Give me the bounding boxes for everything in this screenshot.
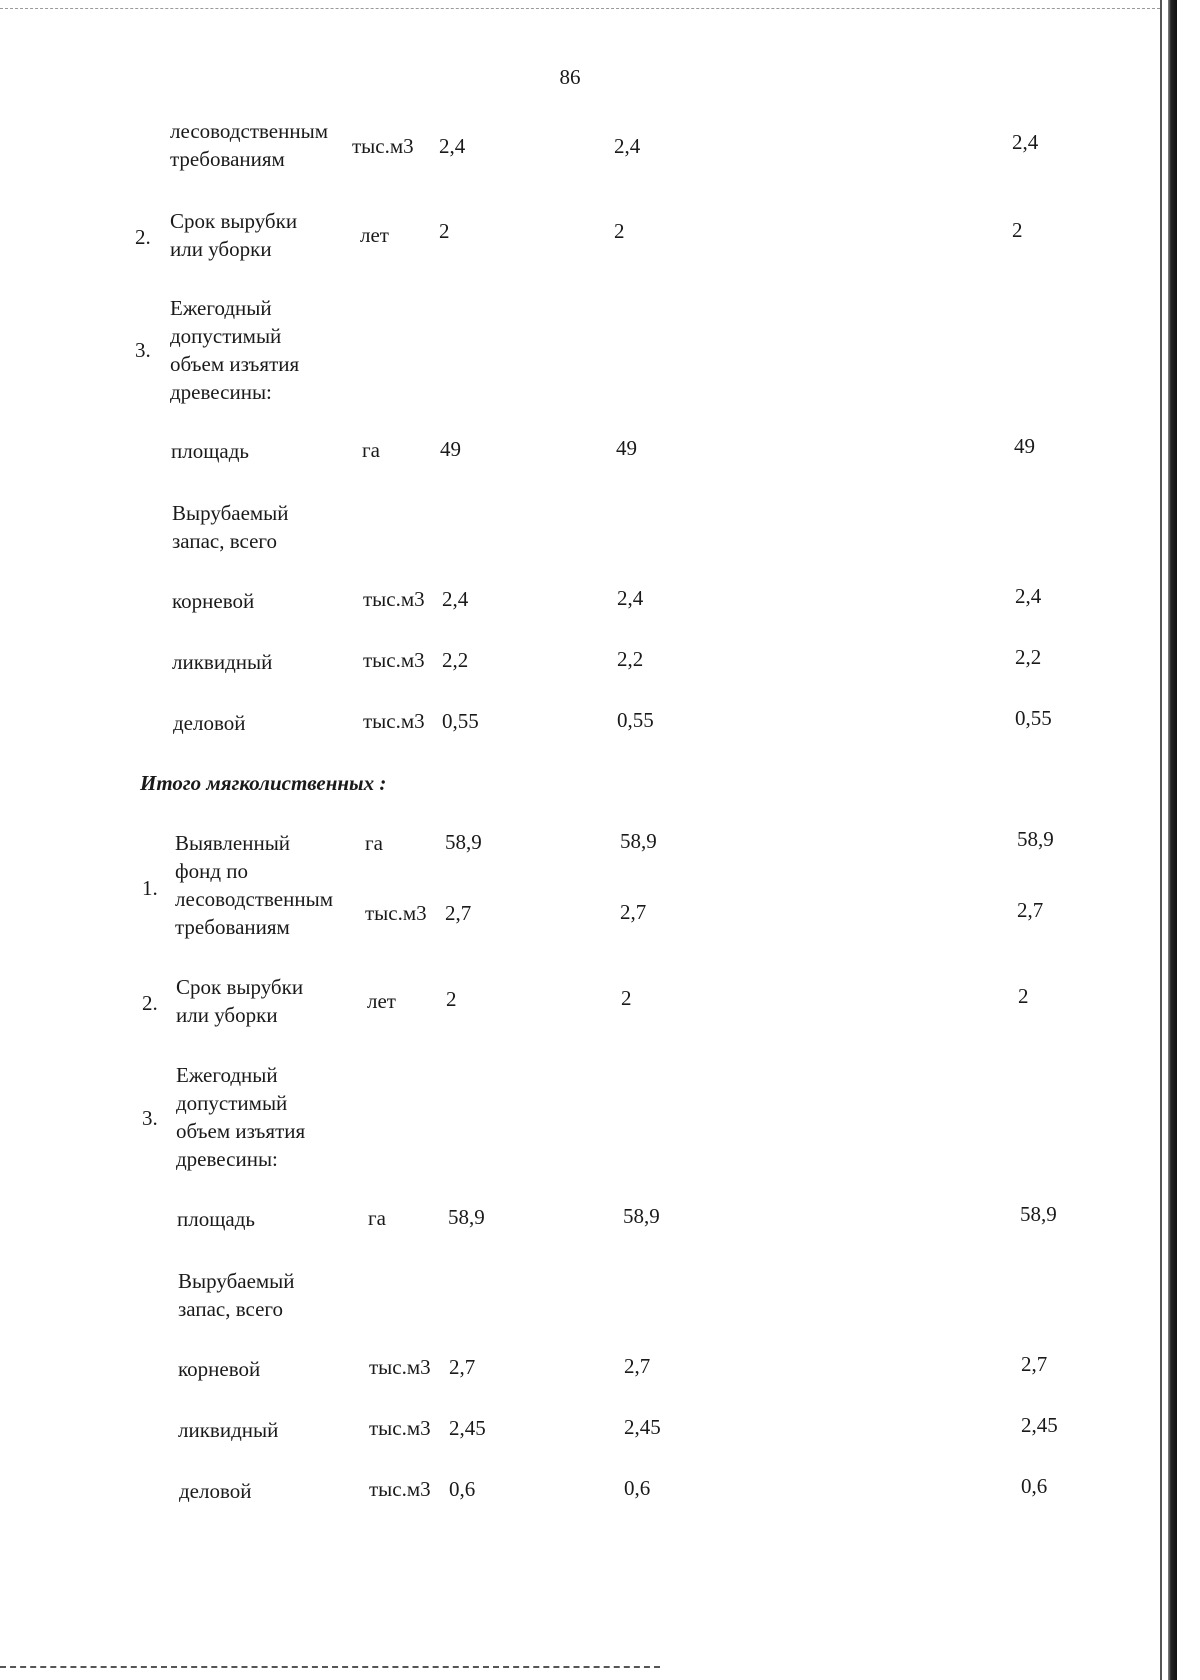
- value-cell-col1: 2,45: [449, 1416, 486, 1440]
- unit-cell: тыс.м3: [369, 1477, 431, 1501]
- row-label: ликвидный: [172, 650, 273, 674]
- unit-cell: лет: [360, 223, 389, 247]
- unit-cell: га: [362, 438, 380, 462]
- row-label-line: лесоводственным: [175, 887, 333, 911]
- row-label: корневой: [178, 1357, 261, 1381]
- row-number: 2.: [142, 991, 158, 1015]
- value-cell-col2: 2,4: [617, 586, 644, 610]
- row-label-line: Ежегодный: [176, 1063, 278, 1087]
- value-cell-col3: 58,9: [1017, 827, 1054, 851]
- value-cell-col2: 0,55: [617, 708, 654, 732]
- row-label-line: фонд по: [175, 859, 249, 883]
- row-label: деловой: [179, 1479, 252, 1503]
- unit-cell: тыс.м3: [363, 709, 425, 733]
- row-label-line: Ежегодный: [170, 296, 272, 320]
- row-label: площадь: [177, 1207, 255, 1231]
- value-cell-col2: 2,2: [617, 647, 644, 671]
- unit-cell: га: [365, 831, 383, 855]
- value-cell-col2: 58,9: [623, 1204, 660, 1228]
- value-cell-col3: 2,4: [1012, 130, 1039, 154]
- page-number: 86: [559, 65, 581, 89]
- row-label-line: Вырубаемый: [178, 1269, 295, 1293]
- unit-cell: тыс.м3: [363, 648, 425, 672]
- row-label-line: Срок вырубки: [170, 209, 298, 233]
- row-label-line: Вырубаемый: [172, 501, 289, 525]
- row-label-line: лесоводственным: [170, 119, 328, 143]
- row-label-line: или уборки: [176, 1003, 278, 1027]
- value-cell-col2: 0,6: [624, 1476, 651, 1500]
- scan-edge-right: [1168, 0, 1177, 1680]
- unit-cell: тыс.м3: [369, 1416, 431, 1440]
- row-label-line: требованиям: [175, 915, 290, 939]
- row-number: 3.: [135, 338, 151, 362]
- value-cell-col1: 2,7: [445, 901, 472, 925]
- row-label-line: объем изъятия: [176, 1119, 306, 1143]
- value-cell-col2: 58,9: [620, 829, 657, 853]
- unit-cell: га: [368, 1206, 386, 1230]
- value-cell-col2: 2,4: [614, 134, 641, 158]
- row-label: корневой: [172, 589, 255, 613]
- value-cell-col3: 0,6: [1021, 1474, 1048, 1498]
- unit-cell: тыс.м3: [363, 587, 425, 611]
- value-cell-col2: 2: [614, 219, 625, 243]
- unit-cell: тыс.м3: [365, 901, 427, 925]
- row-number: 3.: [142, 1106, 158, 1130]
- value-cell-col2: 49: [616, 436, 637, 460]
- row-number: 2.: [135, 225, 151, 249]
- value-cell-col3: 2,2: [1015, 645, 1042, 669]
- row-label-line: запас, всего: [172, 529, 277, 553]
- value-cell-col2: 2,7: [624, 1354, 651, 1378]
- row-label-line: допустимый: [176, 1091, 288, 1115]
- row-label-line: Срок вырубки: [176, 975, 304, 999]
- value-cell-col2: 2: [621, 986, 632, 1010]
- value-cell-col3: 2,4: [1015, 584, 1042, 608]
- value-cell-col3: 0,55: [1015, 706, 1052, 730]
- scan-edge-top: [0, 8, 1160, 9]
- row-label-line: древесины:: [176, 1147, 278, 1171]
- row-label: ликвидный: [178, 1418, 279, 1442]
- row-label-line: или уборки: [170, 237, 272, 261]
- value-cell-col1: 2,4: [439, 134, 466, 158]
- value-cell-col1: 2,7: [449, 1355, 476, 1379]
- value-cell-col2: 2,45: [624, 1415, 661, 1439]
- row-label-line: Выявленный: [175, 831, 291, 855]
- scan-edge-bottom: [0, 1666, 660, 1668]
- row-label-line: запас, всего: [178, 1297, 283, 1321]
- scan-edge-right-thin: [1160, 0, 1162, 1680]
- value-cell-col2: 2,7: [620, 900, 647, 924]
- unit-cell: тыс.м3: [369, 1355, 431, 1379]
- value-cell-col3: 58,9: [1020, 1202, 1057, 1226]
- value-cell-col1: 0,6: [449, 1477, 476, 1501]
- value-cell-col3: 2,45: [1021, 1413, 1058, 1437]
- row-label-line: требованиям: [170, 147, 285, 171]
- row-label: площадь: [171, 439, 249, 463]
- value-cell-col1: 2: [439, 219, 450, 243]
- unit-cell: лет: [367, 989, 396, 1013]
- value-cell-col3: 2: [1012, 218, 1023, 242]
- row-label-line: объем изъятия: [170, 352, 300, 376]
- value-cell-col1: 49: [440, 437, 461, 461]
- row-label-line: допустимый: [170, 324, 282, 348]
- value-cell-col1: 58,9: [448, 1205, 485, 1229]
- value-cell-col1: 2,2: [442, 648, 469, 672]
- value-cell-col3: 49: [1014, 434, 1035, 458]
- value-cell-col1: 58,9: [445, 830, 482, 854]
- row-label-line: древесины:: [170, 380, 272, 404]
- value-cell-col1: 0,55: [442, 709, 479, 733]
- value-cell-col1: 2: [446, 987, 457, 1011]
- section-title: Итого мягколиственных :: [140, 771, 387, 795]
- row-label: деловой: [173, 711, 246, 735]
- value-cell-col3: 2: [1018, 984, 1029, 1008]
- unit-cell: тыс.м3: [352, 134, 414, 158]
- value-cell-col1: 2,4: [442, 587, 469, 611]
- value-cell-col3: 2,7: [1017, 898, 1044, 922]
- value-cell-col3: 2,7: [1021, 1352, 1048, 1376]
- row-number: 1.: [142, 876, 158, 900]
